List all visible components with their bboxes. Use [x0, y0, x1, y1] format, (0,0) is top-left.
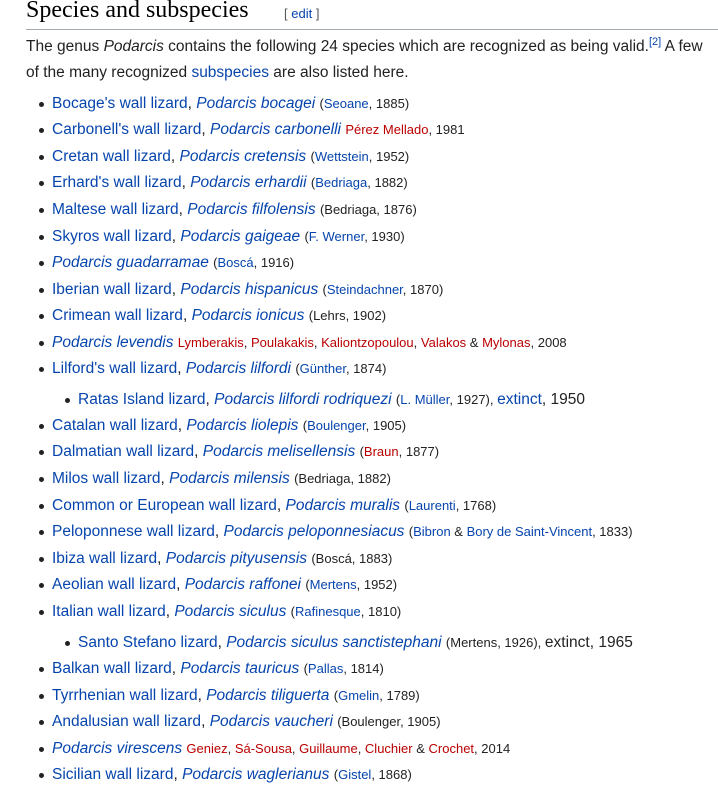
species-item — [52, 250, 294, 276]
common-name-link[interactable]: Santo Stefano lizard — [78, 634, 218, 651]
separator: , — [177, 360, 186, 377]
scientific-name-link[interactable]: Podarcis liolepis — [186, 417, 299, 434]
authority-text: & — [412, 741, 429, 756]
common-name-link[interactable]: Andalusian wall lizard — [52, 713, 202, 730]
scientific-name-link[interactable]: Podarcis bocagei — [196, 95, 316, 112]
author-link[interactable]: Gmelin — [338, 688, 380, 703]
authority-text: , — [243, 335, 252, 350]
extinction-year: , 1950 — [541, 391, 586, 408]
authority-text: , 1885) — [368, 96, 410, 111]
authority — [178, 335, 567, 350]
edit-bracket-open: [ — [284, 6, 292, 21]
authority-text: (Boscá, 1883) — [311, 551, 393, 566]
authority-text: ( — [302, 418, 308, 433]
common-name-link[interactable]: Aeolian wall lizard — [52, 576, 177, 593]
extinct-link[interactable]: extinct — [497, 391, 542, 408]
authority-text: , 1814) — [343, 661, 384, 676]
bullet-icon — [39, 450, 44, 455]
author-link[interactable]: Lymberakis — [177, 335, 244, 350]
authority — [404, 498, 496, 513]
scientific-name-link[interactable]: Podarcis tiliguerta — [206, 687, 330, 704]
authority-text: ( — [305, 577, 310, 592]
bullet-icon — [39, 667, 44, 672]
bullet-icon — [65, 398, 70, 403]
species-item — [52, 144, 409, 170]
common-name-link[interactable]: Carbonell's wall lizard — [52, 121, 202, 138]
section-heading — [26, 0, 718, 30]
authority — [320, 96, 410, 111]
author-link[interactable]: Laurenti — [408, 498, 456, 513]
authority-text: , 1833) — [592, 524, 633, 539]
intro-paragraph — [26, 34, 716, 86]
separator: , — [177, 417, 187, 434]
common-name-link[interactable]: Ratas Island lizard — [78, 391, 206, 408]
author-link[interactable]: Geniez — [186, 741, 228, 756]
separator: , — [160, 470, 170, 487]
author-link[interactable]: Bedriaga — [315, 175, 368, 190]
scientific-name-link[interactable]: Podarcis siculus — [174, 603, 287, 620]
bullet-icon — [39, 155, 44, 160]
author-link[interactable]: Crochet — [428, 741, 475, 756]
authority — [310, 149, 409, 164]
intro-text-4: are also listed here. — [268, 64, 409, 81]
separator: , — [176, 576, 185, 593]
common-name-link[interactable]: Milos wall lizard — [52, 470, 161, 487]
authority — [323, 282, 444, 297]
author-link[interactable]: F. Werner — [308, 229, 365, 244]
bullet-icon — [39, 424, 44, 429]
authority — [291, 604, 402, 619]
reference-link[interactable]: [2] — [648, 36, 662, 48]
separator: , — [171, 281, 181, 298]
separator: , — [182, 307, 192, 324]
scientific-name-link[interactable]: Podarcis guadarramae — [52, 254, 209, 271]
species-item — [52, 413, 406, 439]
separator: , — [205, 391, 215, 408]
scientific-name-link[interactable]: Podarcis tauricus — [180, 660, 300, 677]
common-name-link[interactable]: Catalan wall lizard — [52, 417, 178, 434]
authority-text: ( — [304, 229, 309, 244]
authority — [334, 767, 412, 782]
author-link[interactable]: Bibron — [413, 524, 451, 539]
authority-text: , — [413, 335, 421, 350]
bullet-icon — [39, 773, 44, 778]
species-item — [52, 277, 443, 303]
subspecies-item — [78, 387, 585, 413]
authority-text: , 1927), — [449, 392, 498, 407]
author-link[interactable]: Steindachner — [326, 282, 403, 297]
authority — [337, 714, 440, 729]
separator: , — [157, 550, 166, 567]
authority-text: ( — [404, 498, 409, 513]
scientific-name-link[interactable]: Podarcis muralis — [285, 497, 401, 514]
authority — [303, 418, 406, 433]
authority-text: , — [313, 335, 322, 350]
bullet-icon — [39, 128, 44, 133]
authority-text: , 2008 — [530, 335, 567, 350]
scientific-name-link[interactable]: Podarcis raffonei — [184, 576, 301, 593]
separator: , — [214, 523, 224, 540]
author-link[interactable]: Cluchier — [364, 741, 413, 756]
author-link[interactable]: Pallas — [307, 661, 344, 676]
scientific-name-link[interactable]: Podarcis vaucheri — [209, 713, 333, 730]
edit-bracket-close: ] — [312, 6, 320, 21]
authority-text: , 1877) — [398, 444, 440, 459]
authority-text: , 1789) — [379, 688, 420, 703]
separator: , — [165, 603, 175, 620]
authority-text: , 1874) — [345, 361, 387, 376]
common-name-link[interactable]: Skyros wall lizard — [52, 228, 172, 245]
authority — [320, 202, 417, 217]
authority-text: , — [227, 741, 235, 756]
bullet-icon — [39, 235, 44, 240]
bullet-icon — [65, 641, 70, 646]
species-item — [52, 656, 384, 682]
edit-section — [284, 6, 319, 21]
species-item — [52, 439, 439, 465]
separator: , — [194, 443, 203, 460]
authority — [213, 255, 294, 270]
common-name-link[interactable]: Sicilian wall lizard — [52, 766, 174, 783]
common-name-link[interactable]: Peloponnese wall lizard — [52, 523, 215, 540]
author-link[interactable]: Bory de Saint-Vincent — [466, 524, 593, 539]
author-link[interactable]: Boulenger — [307, 418, 366, 433]
bullet-icon — [39, 208, 44, 213]
author-link[interactable]: Günther — [299, 361, 346, 376]
scientific-name-link[interactable]: Podarcis lilfordi — [185, 360, 292, 377]
bullet-icon — [39, 720, 44, 725]
authority-text: (Bedriaga, 1882) — [294, 471, 391, 486]
authority — [186, 741, 510, 756]
common-name-link[interactable]: Maltese wall lizard — [52, 201, 179, 218]
authority-text: & — [466, 335, 483, 350]
separator: , — [181, 174, 191, 191]
intro-text-1: The genus — [26, 38, 104, 55]
scientific-name-link[interactable]: Podarcis filfolensis — [187, 201, 316, 218]
authority-text: (Boulenger, 1905) — [337, 714, 441, 729]
author-link[interactable]: Sá-Sousa — [234, 741, 292, 756]
species-item — [52, 546, 392, 572]
author-link[interactable]: Valakos — [420, 335, 467, 350]
scientific-name-link[interactable]: Podarcis milensis — [169, 470, 290, 487]
authority-text: , 1916) — [253, 255, 295, 270]
authority — [311, 551, 392, 566]
bullet-icon — [39, 102, 44, 107]
section-title: Species and subspecies — [26, 0, 249, 23]
authority-text: (Bedriaga, 1876) — [319, 202, 417, 217]
species-item — [52, 356, 386, 382]
author-link[interactable]: Rafinesque — [295, 604, 361, 619]
authority — [305, 577, 397, 592]
species-item — [52, 572, 397, 598]
separator: , — [171, 660, 181, 677]
separator: , — [178, 201, 188, 218]
author-link[interactable]: Braun — [363, 444, 399, 459]
authority-text: ( — [408, 524, 414, 539]
bullet-icon — [39, 477, 44, 482]
author-link[interactable]: Poulakakis — [251, 335, 314, 350]
scientific-name-link[interactable]: Podarcis melisellensis — [202, 443, 356, 460]
common-name-link[interactable]: Common or European wall lizard — [52, 497, 277, 514]
bullet-icon — [39, 181, 44, 186]
species-item — [52, 303, 386, 329]
species-item — [52, 519, 633, 545]
scientific-name-link[interactable]: Podarcis erhardii — [190, 174, 307, 191]
author-link[interactable]: Pérez Mellado — [345, 122, 429, 137]
bullet-icon — [39, 583, 44, 588]
authority — [304, 661, 384, 676]
intro-text-3: A few of the many recognized — [26, 38, 703, 81]
authority-text: (Lehrs, 1902) — [308, 308, 387, 323]
scientific-name-link[interactable]: Podarcis levendis — [52, 334, 174, 351]
authority-text: , 1870) — [402, 282, 444, 297]
authority-text: ( — [359, 444, 364, 459]
authority-text: , 2014 — [474, 741, 511, 756]
scientific-name-link[interactable]: Podarcis siculus sanctistephani — [226, 634, 442, 651]
species-item — [52, 493, 496, 519]
authority-text: , 1981 — [428, 122, 465, 137]
authority-text: & — [450, 524, 467, 539]
authority-text: ( — [333, 688, 339, 703]
authority-text: , 1810) — [360, 604, 402, 619]
scientific-name-link[interactable]: Podarcis ionicus — [191, 307, 305, 324]
separator: , — [171, 228, 181, 245]
authority-text: ( — [303, 661, 308, 676]
common-name-link[interactable]: Ibiza wall lizard — [52, 550, 158, 567]
bullet-icon — [39, 557, 44, 562]
bullet-icon — [39, 341, 44, 346]
common-name-link[interactable]: Balkan wall lizard — [52, 660, 172, 677]
scientific-name-link[interactable]: Podarcis cretensis — [179, 148, 307, 165]
authority — [295, 361, 386, 376]
common-name-link[interactable]: Cretan wall lizard — [52, 148, 171, 165]
author-link[interactable]: L. Müller — [400, 392, 450, 407]
bullet-icon — [39, 261, 44, 266]
subspecies-link[interactable]: subspecies — [191, 64, 269, 81]
species-item — [52, 762, 412, 788]
authority-text: ( — [310, 175, 316, 190]
authority-text: ( — [319, 96, 324, 111]
species-item — [52, 466, 391, 492]
authority-text: (Mertens, 1926), — [445, 635, 545, 650]
bullet-icon — [39, 288, 44, 293]
species-item — [52, 224, 405, 250]
bullet-icon — [39, 314, 44, 319]
authority — [304, 229, 404, 244]
bullet-icon — [39, 610, 44, 615]
bullet-icon — [39, 530, 44, 535]
separator: , — [276, 497, 286, 514]
scientific-name-link[interactable]: Podarcis waglerianus — [182, 766, 330, 783]
bullet-icon — [39, 367, 44, 372]
authority-text: ( — [395, 392, 401, 407]
author-link[interactable]: Boscá — [217, 255, 254, 270]
intro-text-2: contains the following 24 species which are recognized as being valid. — [163, 38, 649, 55]
scientific-name-link[interactable]: Podarcis virescens — [52, 740, 183, 757]
authority-text: ( — [213, 255, 218, 270]
authority-text: , 1905) — [365, 418, 407, 433]
separator: , — [217, 634, 227, 651]
authority-text: ( — [322, 282, 327, 297]
scientific-name-link[interactable]: Podarcis hispanicus — [180, 281, 319, 298]
separator: , — [197, 687, 207, 704]
authority — [334, 688, 420, 703]
scientific-name-link[interactable]: Podarcis carbonelli — [210, 121, 342, 138]
authority — [345, 122, 464, 137]
authority — [311, 175, 408, 190]
species-item — [52, 709, 441, 735]
author-link[interactable]: Mertens — [309, 577, 357, 592]
authority — [396, 392, 497, 407]
separator: , — [201, 121, 211, 138]
authority-text: ( — [290, 604, 295, 619]
common-name-link[interactable]: Tyrrhenian wall lizard — [52, 687, 198, 704]
bullet-icon — [39, 504, 44, 509]
scientific-name-link[interactable]: Podarcis lilfordi rodriquezi — [214, 391, 392, 408]
edit-link[interactable]: edit — [291, 6, 313, 21]
author-link[interactable]: Mylonas — [482, 335, 531, 350]
subspecies-item — [78, 630, 633, 656]
scientific-name-link[interactable]: Podarcis pityusensis — [165, 550, 308, 567]
common-name-link[interactable]: Lilford's wall lizard — [52, 360, 178, 377]
authority-text: , 1868) — [371, 767, 412, 782]
authority-text: , — [357, 741, 365, 756]
genus-name: Podarcis — [103, 38, 164, 55]
species-item — [52, 683, 420, 709]
authority — [409, 524, 633, 539]
author-link[interactable]: Wettstein — [314, 149, 369, 164]
authority-text: , 1930) — [364, 229, 405, 244]
common-name-link[interactable]: Crimean wall lizard — [52, 307, 183, 324]
scientific-name-link[interactable]: Podarcis gaigeae — [180, 228, 301, 245]
bullet-icon — [39, 694, 44, 699]
authority-text: , — [291, 741, 300, 756]
authority-text: , 1882) — [367, 175, 408, 190]
authority — [446, 635, 545, 650]
common-name-link[interactable]: Italian wall lizard — [52, 603, 166, 620]
species-item — [52, 117, 465, 143]
common-name-link[interactable]: Erhard's wall lizard — [52, 174, 182, 191]
common-name-link[interactable]: Iberian wall lizard — [52, 281, 172, 298]
bullet-icon — [39, 747, 44, 752]
authority-text: ( — [295, 361, 300, 376]
authority-text: , 1768) — [455, 498, 497, 513]
author-link[interactable]: Kaliontzopoulou — [321, 335, 414, 350]
author-link[interactable]: Seoane — [323, 96, 369, 111]
species-item — [52, 599, 401, 625]
authority-text: , 1952) — [368, 149, 410, 164]
separator: , — [201, 713, 210, 730]
separator: , — [173, 766, 183, 783]
species-item — [52, 736, 510, 762]
common-name-link[interactable]: Dalmatian wall lizard — [52, 443, 195, 460]
author-link[interactable]: Gistel — [338, 767, 372, 782]
species-item — [52, 330, 567, 356]
authority — [360, 444, 440, 459]
common-name-link[interactable]: Bocage's wall lizard — [52, 95, 188, 112]
scientific-name-link[interactable]: Podarcis peloponnesiacus — [223, 523, 405, 540]
authority-text: ( — [310, 149, 315, 164]
separator: , — [170, 148, 180, 165]
species-item — [52, 91, 409, 117]
species-item — [52, 197, 417, 223]
authority-text: , 1952) — [356, 577, 398, 592]
authority-text: ( — [333, 767, 339, 782]
authority — [309, 308, 386, 323]
extinction-note: extinct, 1965 — [544, 634, 633, 651]
species-item — [52, 170, 408, 196]
authority — [294, 471, 391, 486]
author-link[interactable]: Guillaume — [299, 741, 358, 756]
separator: , — [187, 95, 197, 112]
